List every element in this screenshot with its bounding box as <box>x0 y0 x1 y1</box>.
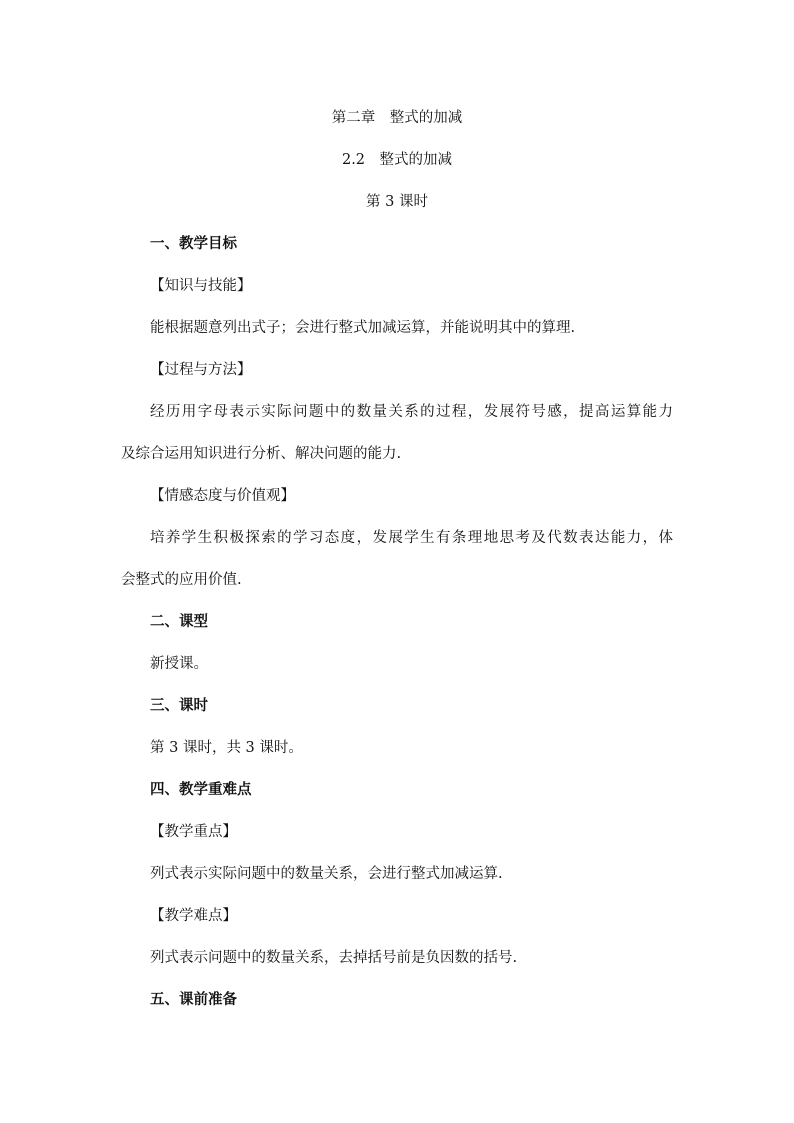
knowledge-label: 【知识与技能】 <box>150 278 252 294</box>
focus-label: 【教学重点】 <box>150 824 237 840</box>
attitude-label: 【情感态度与价值观】 <box>150 488 295 504</box>
difficulty-text: 列式表示问题中的数量关系，去掉括号前是负因数的括号. <box>150 950 518 966</box>
preparation-heading: 五、课前准备 <box>150 992 237 1008</box>
lesson-title: 第 3 课时 <box>366 194 428 210</box>
hours-text: 第 3 课时，共 3 课时。 <box>150 740 303 756</box>
process-text-line1: 经历用字母表示实际问题中的数量关系的过程，发展符号感，提高运算能力 <box>150 404 673 420</box>
process-label: 【过程与方法】 <box>150 362 252 378</box>
goals-heading: 一、教学目标 <box>150 236 237 252</box>
knowledge-text: 能根据题意列出式子；会进行整式加减运算，并能说明其中的算理. <box>150 320 576 336</box>
section-title: 2.2 整式的加减 <box>341 152 453 168</box>
type-text: 新授课。 <box>150 656 208 672</box>
process-text-line2: 及综合运用知识进行分析、解决问题的能力. <box>121 446 402 462</box>
attitude-text-line2: 会整式的应用价值. <box>121 572 242 588</box>
attitude-text-line1: 培养学生积极探索的学习态度，发展学生有条理地思考及代数表达能力，体 <box>150 530 673 546</box>
chapter-title: 第二章 整式的加减 <box>331 110 463 126</box>
focus-text: 列式表示实际问题中的数量关系，会进行整式加减运算. <box>150 866 503 882</box>
difficulty-label: 【教学难点】 <box>150 908 237 924</box>
type-heading: 二、课型 <box>150 614 208 630</box>
keypoints-heading: 四、教学重难点 <box>150 782 252 798</box>
hours-heading: 三、课时 <box>150 698 208 714</box>
